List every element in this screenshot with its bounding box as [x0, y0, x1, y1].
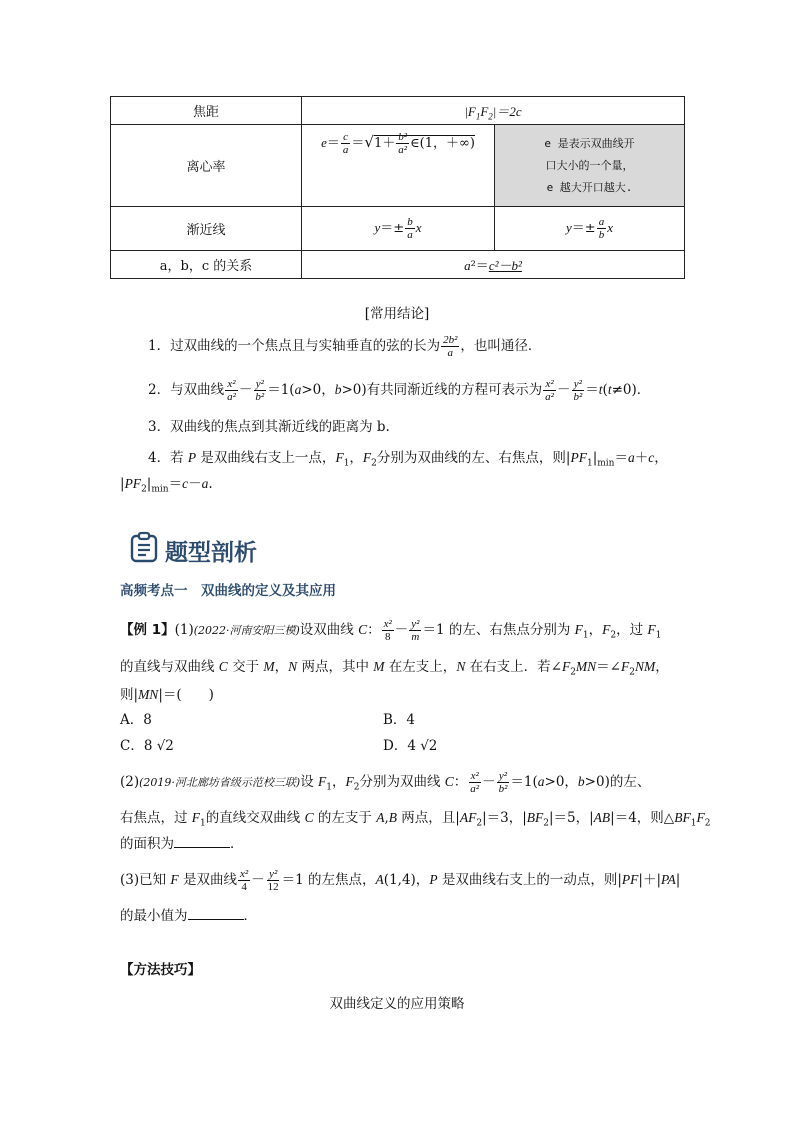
method-subtitle: 双曲线定义的应用策略 — [329, 996, 465, 1012]
table-row — [111, 125, 685, 207]
conclusion-1: 1．过双曲线的一个焦点且与实轴垂直的弦的长为 $\frac{\text{2b²}}{a}$ ，也叫通径． — [148, 334, 542, 359]
table-row — [111, 251, 685, 279]
example-1-line-2: 的直线与双曲线 C 交于 M，N 两点，其中 M 在左支上，N 在右支上．若$\angle F_2MN=\angle F_2NM$， — [120, 659, 669, 678]
note-line: e 是表示双曲线开 — [544, 136, 635, 150]
conclusions-heading: [常用结论] — [364, 306, 430, 322]
topic-heading: 高频考点一 双曲线的定义及其应用 — [120, 583, 336, 599]
option-c: C．8 √2 — [120, 738, 174, 754]
example-tag: 【例 1】 — [120, 622, 175, 638]
answer-blank[interactable] — [174, 835, 230, 848]
eccentricity-formula: e＝ $\frac{c}{a}$ ＝√1＋ $\frac{\text{b²}}{\text{a²}}$ ∈(1，＋∞) — [302, 125, 495, 207]
example-1-part-3-line-2: 的最小值为 ． — [120, 908, 257, 924]
conclusion-3: 3．双曲线的焦点到其渐近线的距离为 b. — [148, 419, 390, 435]
example-1-part-2-line-3: 的面积为 ． — [120, 836, 244, 852]
row-label-focal-distance: 焦距 — [111, 97, 302, 125]
example-1-line-1: 【例 1】(1)(2022·河南安阳三模)设双曲线 C： $\frac{\text{x²}}{8}$ － $\frac{\text{y²}}{m}$ ＝1 的左、右焦点分别为 $F_1$，$F_2$，过 $F_1$ — [120, 618, 662, 643]
conclusion-4-cont: $|PF_2|_{min}=c-a$. — [120, 476, 213, 495]
option-d: D．4 √2 — [383, 738, 438, 754]
row-label-asymptote: 渐近线 — [111, 207, 302, 251]
hyperbola-property-table — [110, 96, 685, 279]
asymptote-x-axis: y＝± $\frac{b}{a}$ x — [302, 207, 495, 251]
option-b: B．4 — [383, 712, 416, 728]
abc-relation-value: a²＝c²－b² — [302, 251, 685, 279]
method-heading: 【方法技巧】 — [120, 962, 201, 978]
table-row — [111, 97, 685, 125]
example-1-part-2-line-2: 右焦点，过 $F_1$的直线交双曲线 C 的左支于 A,B 两点，且$|AF_2|=3$，$|BF_2|=5$，|AB|＝4，则$\triangle BF_1F_2$ — [120, 810, 711, 829]
example-1-part-2-line-1: (2)(2019·河北廊坊省级示范校三联)设 $F_1$，$F_2$分别为双曲线 C： $\frac{\text{x²}}{\text{a²}}$ － $\frac{\text{y²}}{\text{b²}}$ ＝1(a>0，b>0)的左、 — [120, 770, 651, 795]
conclusion-4: 4．若 P 是双曲线右支上一点，$F_1$，$F_2$分别为双曲线的左、右焦点，则$|PF_1|_{min}=a+c$， — [148, 450, 668, 469]
note-line: e 越大开口越大. — [546, 180, 633, 194]
row-label-abc-relation: a，b，c 的关系 — [111, 251, 302, 279]
table-row — [111, 207, 685, 251]
section-title: 题型剖析 — [165, 540, 257, 566]
asymptote-y-axis: y＝± $\frac{a}{b}$ x — [495, 207, 685, 251]
clipboard-icon — [130, 531, 158, 563]
conclusion-2: 2．与双曲线 $\frac{\text{x²}}{\text{a²}}$ － $\frac{\text{y²}}{\text{b²}}$ ＝1(a>0，b>0)有共同渐近线的方程可表示为 $\frac{\text{x²}}{\text{a²}}$ － $\frac{\text{y²}}{\text{b²}}$ ＝t(t≠0)． — [148, 378, 651, 403]
example-1-line-3: 则|MN|＝( ) — [120, 687, 214, 703]
note-line: 口大小的一个量， — [545, 158, 634, 172]
answer-blank[interactable] — [188, 907, 244, 920]
example-1-part-3-line-1: (3)已知 F 是双曲线 $\frac{\text{x²}}{4}$ － $\frac{\text{y²}}{12}$ ＝1 的左焦点，A(1,4)，P 是双曲线右支上的一动点，则|PF|＋|PA| — [120, 868, 681, 893]
eccentricity-note — [495, 125, 685, 207]
option-a: A．8 — [120, 712, 152, 728]
row-label-eccentricity: 离心率 — [111, 125, 302, 207]
focal-distance-value: $|F_1F_2|=2c$ — [302, 97, 685, 125]
